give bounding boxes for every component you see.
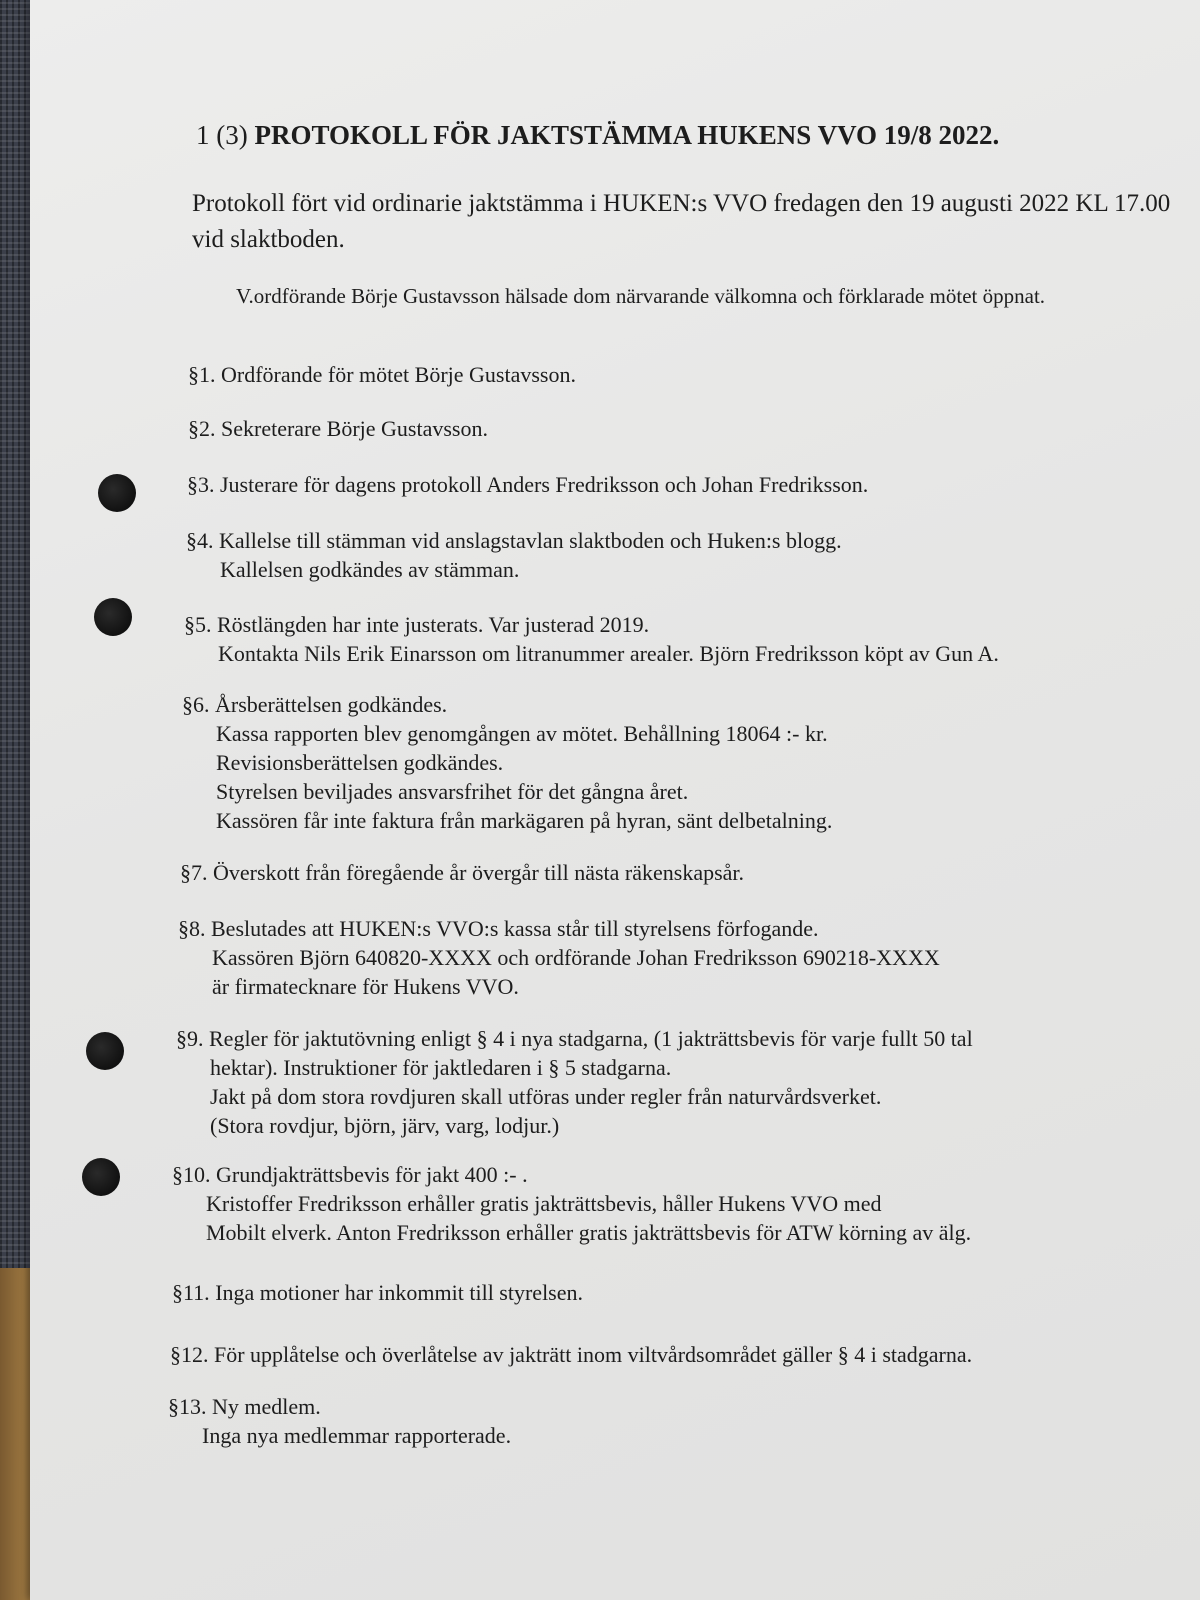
- section-text: Justerare för dagens protokoll Anders Fredriksson och Johan Fredriksson.: [214, 472, 869, 497]
- page-title: [196, 120, 999, 151]
- section-text: Årsberättelsen godkändes.: [209, 692, 448, 717]
- section-number: §1.: [188, 362, 216, 387]
- section-text: Ordförande för mötet Börje Gustavsson.: [215, 362, 576, 387]
- section-line: Styrelsen beviljades ansvarsfrihet för det gångna året.: [216, 779, 689, 804]
- section-number: §11.: [172, 1280, 210, 1305]
- section-text: Ny medlem.: [206, 1394, 321, 1419]
- section-line: hektar). Instruktioner för jaktledaren i § 5 stadgarna.: [210, 1055, 672, 1080]
- section-line: Kallelsen godkändes av stämman.: [220, 557, 520, 582]
- section-line: Kristoffer Fredriksson erhåller gratis jakträttsbevis, håller Hukens VVO med: [206, 1191, 882, 1216]
- punch-hole: [94, 598, 132, 636]
- section-13: [168, 1392, 511, 1450]
- title-text: PROTOKOLL FÖR JAKTSTÄMMA HUKENS VVO 19/8 2022.: [254, 120, 1000, 150]
- intro-paragraph: Protokoll fört vid ordinarie jaktstämma i HUKEN:s VVO fredagen den 19 augusti 2022 KL 17.00 vid slaktboden.: [192, 190, 1171, 253]
- section-1: [188, 360, 576, 389]
- section-line: Revisionsberättelsen godkändes.: [216, 750, 504, 775]
- section-line: Kontakta Nils Erik Einarsson om litranummer arealer. Björn Fredriksson köpt av Gun A.: [218, 641, 999, 666]
- section-number: §5.: [184, 612, 212, 637]
- section-number: §6.: [182, 692, 210, 717]
- section-number: §12.: [170, 1342, 209, 1367]
- section-heading-line: [172, 1160, 971, 1189]
- punch-hole: [82, 1158, 120, 1196]
- section-number: §8.: [178, 916, 206, 941]
- section-heading-line: [188, 360, 576, 389]
- section-10: [172, 1160, 971, 1247]
- section-heading-line: [182, 690, 832, 719]
- section-heading-line: [187, 470, 868, 499]
- section-text: För upplåtelse och överlåtelse av jakträtt inom viltvårdsområdet gäller § 4 i stadgarna.: [208, 1342, 973, 1367]
- section-text: Inga motioner har inkommit till styrelsen.: [209, 1280, 584, 1305]
- section-6: [182, 690, 832, 835]
- section-text: Sekreterare Börje Gustavsson.: [215, 416, 488, 441]
- section-4: [186, 526, 842, 584]
- section-heading-line: [168, 1392, 511, 1421]
- section-line: Inga nya medlemmar rapporterade.: [202, 1423, 512, 1448]
- section-text: Röstlängden har inte justerats. Var justerad 2019.: [211, 612, 650, 637]
- welcome-paragraph: V.ordförande Börje Gustavsson hälsade dom närvarande välkomna och förklarade mötet öppnat.: [236, 284, 1046, 308]
- section-2: [188, 414, 488, 443]
- section-line: Kassören får inte faktura från markägaren på hyran, sänt delbetalning.: [216, 808, 833, 833]
- section-line: är firmatecknare för Hukens VVO.: [212, 974, 519, 999]
- section-heading-line: [170, 1340, 972, 1369]
- protocol-page: [30, 0, 1200, 1600]
- section-line: Mobilt elverk. Anton Fredriksson erhåller gratis jakträttsbevis för ATW körning av älg.: [206, 1220, 972, 1245]
- section-11: [172, 1278, 583, 1307]
- section-line: (Stora rovdjur, björn, järv, varg, lodjur.): [210, 1113, 560, 1138]
- section-number: §7.: [180, 860, 208, 885]
- section-number: §4.: [186, 528, 214, 553]
- section-number: §2.: [188, 416, 216, 441]
- section-line: Jakt på dom stora rovdjuren skall utföras under regler från naturvårdsverket.: [210, 1084, 882, 1109]
- section-8: [178, 914, 940, 1001]
- section-heading-line: [172, 1278, 583, 1307]
- section-number: §10.: [172, 1162, 211, 1187]
- section-number: §13.: [168, 1394, 207, 1419]
- section-number: §3.: [187, 472, 215, 497]
- section-5: [184, 610, 999, 668]
- section-7: [180, 858, 744, 887]
- section-text: Kallelse till stämman vid anslagstavlan slaktboden och Huken:s blogg.: [213, 528, 842, 553]
- section-text: Överskott från föregående år övergår till nästa räkenskapsår.: [207, 860, 745, 885]
- section-heading-line: [180, 858, 744, 887]
- punch-hole: [86, 1032, 124, 1070]
- section-line: Kassa rapporten blev genomgången av mötet. Behållning 18064 :- kr.: [216, 721, 828, 746]
- section-heading-line: [178, 914, 940, 943]
- section-12: [170, 1340, 972, 1369]
- page-number: 1 (3): [196, 120, 248, 150]
- section-heading-line: [188, 414, 488, 443]
- section-text: Regler för jaktutövning enligt § 4 i nya stadgarna, (1 jakträttsbevis för varje fullt 50 tal: [203, 1026, 973, 1051]
- section-9: [176, 1024, 973, 1140]
- section-line: Kassören Björn 640820-XXXX och ordförande Johan Fredriksson 690218-XXXX: [212, 945, 940, 970]
- section-text: Beslutades att HUKEN:s VVO:s kassa står till styrelsens förfogande.: [205, 916, 819, 941]
- section-heading-line: [184, 610, 999, 639]
- section-heading-line: [186, 526, 842, 555]
- section-number: §9.: [176, 1026, 204, 1051]
- section-heading-line: [176, 1024, 973, 1053]
- section-3: [187, 470, 868, 499]
- section-text: Grundjakträttsbevis för jakt 400 :- .: [210, 1162, 528, 1187]
- punch-hole: [98, 474, 136, 512]
